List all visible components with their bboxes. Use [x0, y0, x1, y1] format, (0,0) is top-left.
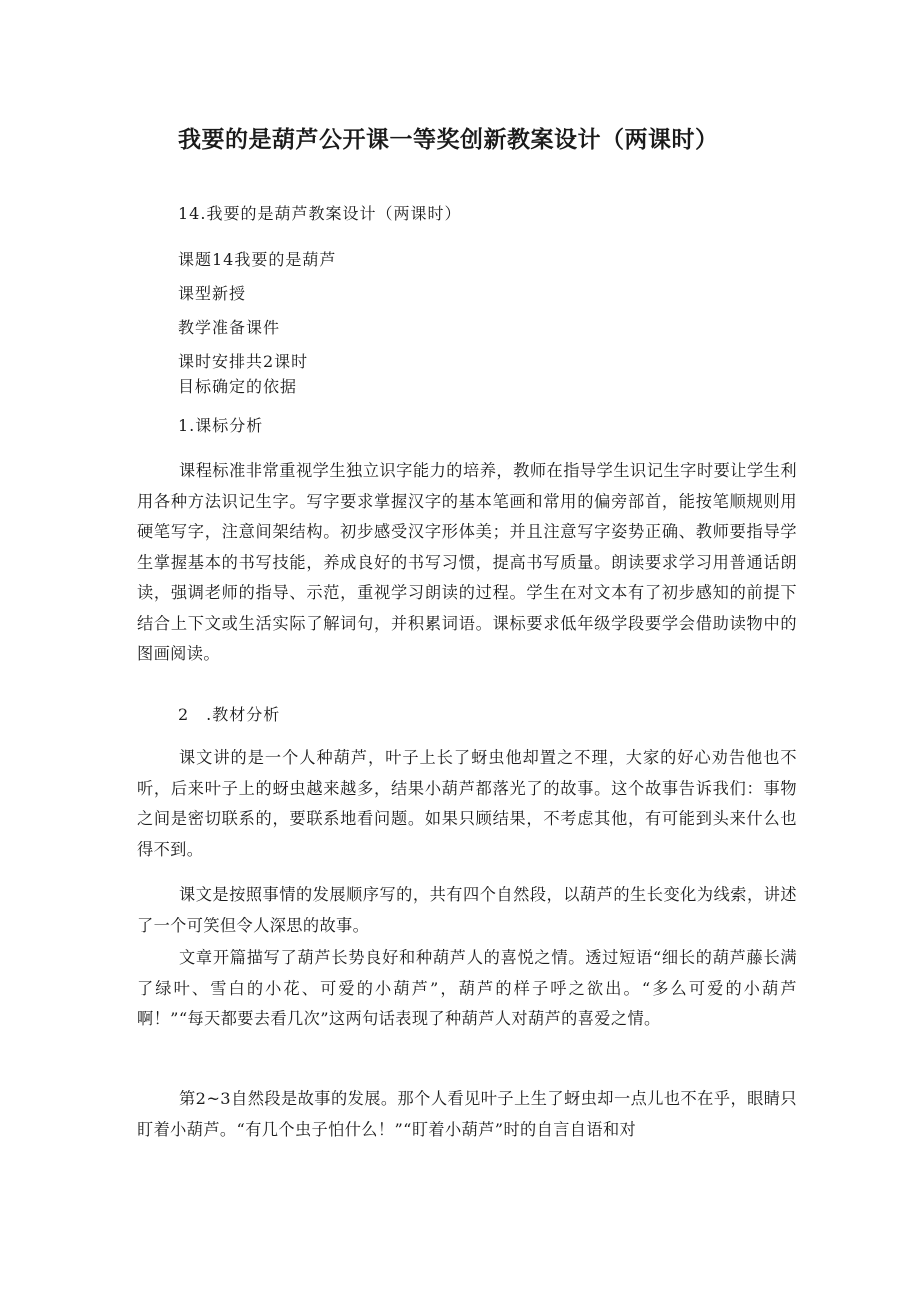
section2-paragraph-1: 课文讲的是一个人种葫芦，叶子上长了蚜虫他却置之不理，大家的好心劝告他也不听，后来叶子上的蚜虫越来越多，结果小葫芦都落光了的故事。这个故事告诉我们：事物之间是密切联系的，要联系地看问题。如果只顾结果，不考虑其他，有可能到头来什么也得不到。: [137, 748, 797, 859]
section1-heading: 1.课标分析: [178, 416, 264, 435]
section2-heading: 2 .教材分析: [178, 705, 281, 724]
section2-paragraph-2: 课文是按照事情的发展顺序写的，共有四个自然段，以葫芦的生长变化为线索，讲述了一个可笑但令人深思的故事。: [137, 885, 797, 935]
meta-basis: 目标确定的依据: [178, 377, 298, 396]
meta-preparation: 教学准备课件: [178, 318, 281, 337]
document-title: 我要的是葫芦公开课一等奖创新教案设计（两课时）: [178, 127, 719, 153]
section2-paragraph-3: 文章开篇描写了葫芦长势良好和种葫芦人的喜悦之情。透过短语“细长的葫芦藤长满了绿叶、雪白的小花、可爱的小葫芦”，葫芦的样子呼之欲出。“多么可爱的小葫芦啊！”“每天都要去看几次”这两句话表现了种葫芦人对葫芦的喜爱之情。: [137, 948, 797, 1028]
meta-schedule: 课时安排共2课时: [178, 352, 309, 371]
meta-topic: 课题14我要的是葫芦: [178, 250, 337, 269]
meta-type: 课型新授: [178, 284, 247, 303]
section2-paragraph-4: 第2~3自然段是故事的发展。那个人看见叶子上生了蚜虫却一点儿也不在乎，眼睛只盯着小葫芦。“有几个虫子怕什么！”“盯着小葫芦”时的自言自语和对: [137, 1089, 797, 1139]
document-subtitle: 14.我要的是葫芦教案设计（两课时）: [178, 204, 462, 223]
section1-paragraph: 课程标准非常重视学生独立识字能力的培养，教师在指导学生识记生字时要让学生利用各种方法识记生字。写字要求掌握汉字的基本笔画和常用的偏旁部首，能按笔顺规则用硬笔写字，注意间架结构。初步感受汉字形体美；并且注意写字姿势正确、教师要指导学生掌握基本的书写技能，养成良好的书写习惯，提高书写质量。朗读要求学习用普通话朗读，强调老师的指导、示范，重视学习朗读的过程。学生在对文本有了初步感知的前提下结合上下文或生活实际了解词句，并积累词语。课标要求低年级学段要学会借助读物中的图画阅读。: [137, 461, 797, 663]
